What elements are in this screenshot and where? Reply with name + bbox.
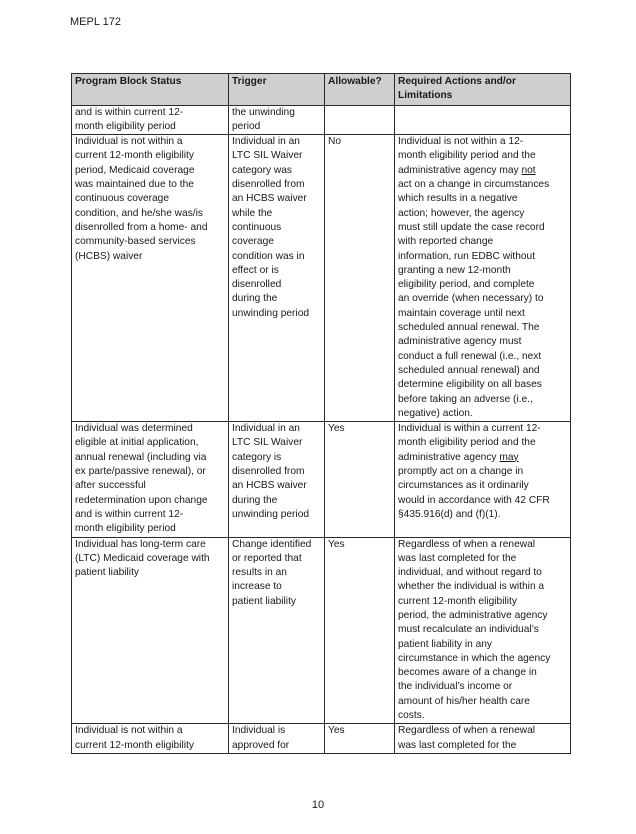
status-cell: Individual is not within a current 12-month eligibility period, Medicaid coverage was maintained due to the continuous coverage condition, and he/she was/is disenrolled from a home- and community-based services (HCBS) waiver	[72, 135, 229, 422]
allowable-cell: No	[325, 135, 395, 422]
status-cell: Individual has long-term care (LTC) Medicaid coverage with patient liability	[72, 537, 229, 724]
actions-cell: Regardless of when a renewal was last completed for the	[395, 724, 571, 754]
program-block-status-table	[71, 73, 571, 754]
header-allowable: Allowable?	[325, 74, 395, 106]
actions-cell	[395, 105, 571, 135]
allowable-cell: Yes	[325, 724, 395, 754]
trigger-cell: Individual is approved for	[229, 724, 325, 754]
underlined-emphasis: not	[521, 164, 536, 176]
document-id: MEPL 172	[70, 16, 121, 28]
actions-cell	[395, 135, 571, 422]
actions-text-part: act on a change in circumstances which results in a negative action; however, the agency must still update the case record with reported change information, run EDBC without granting a new 12-month eligibility period, and complete an override (when necessary) to maintain coverage until next scheduled annual renewal. The administrative agency must conduct a full renewal (i.e., next scheduled annual renewal) and determine eligibility on all bases before taking an adverse (i.e., negative) action.	[398, 179, 550, 419]
table-row	[72, 724, 571, 754]
allowable-cell: Yes	[325, 537, 395, 724]
trigger-cell: Change identified or reported that results in an increase to patient liability	[229, 537, 325, 724]
table-header-row	[72, 74, 571, 106]
actions-text-part: Individual is within a current 12- month eligibility period and the administrative agency	[398, 423, 541, 463]
actions-text-part: promptly act on a change in circumstances as it ordinarily would in accordance with 42 CFR §435.916(d) and (f)(1).	[398, 466, 550, 520]
actions-cell	[395, 422, 571, 537]
allowable-cell	[325, 105, 395, 135]
table-row	[72, 105, 571, 135]
header-required-actions: Required Actions and/or Limitations	[395, 74, 571, 106]
status-cell: Individual is not within a current 12-month eligibility	[72, 724, 229, 754]
trigger-cell: Individual in an LTC SIL Waiver category was disenrolled from an HCBS waiver while the continuous coverage condition was in effect or is disenrolled during the unwinding period	[229, 135, 325, 422]
actions-cell: Regardless of when a renewal was last completed for the individual, and without regard to whether the individual is within a current 12-month eligibility period, the administrative agency must recalculate an individual’s patient liability in any circumstance in which the agency becomes aware of a change in the individual’s income or amount of his/her health care costs.	[395, 537, 571, 724]
allowable-cell: Yes	[325, 422, 395, 537]
table-row	[72, 135, 571, 422]
underlined-emphasis: may	[499, 451, 519, 463]
trigger-cell: Individual in an LTC SIL Waiver category is disenrolled from an HCBS waiver during the unwinding period	[229, 422, 325, 537]
page-number: 10	[311, 799, 325, 811]
table-row	[72, 537, 571, 724]
header-trigger: Trigger	[229, 74, 325, 106]
table-row	[72, 422, 571, 537]
status-cell: Individual was determined eligible at initial application, annual renewal (including via ex parte/passive renewal), or after successful redetermination upon change and is within current 12- month eligibility period	[72, 422, 229, 537]
trigger-cell: the unwinding period	[229, 105, 325, 135]
header-program-block-status: Program Block Status	[72, 74, 229, 106]
status-cell: and is within current 12- month eligibility period	[72, 105, 229, 135]
actions-text-part: Individual is not within a 12- month eligibility period and the administrative agency may	[398, 136, 536, 176]
